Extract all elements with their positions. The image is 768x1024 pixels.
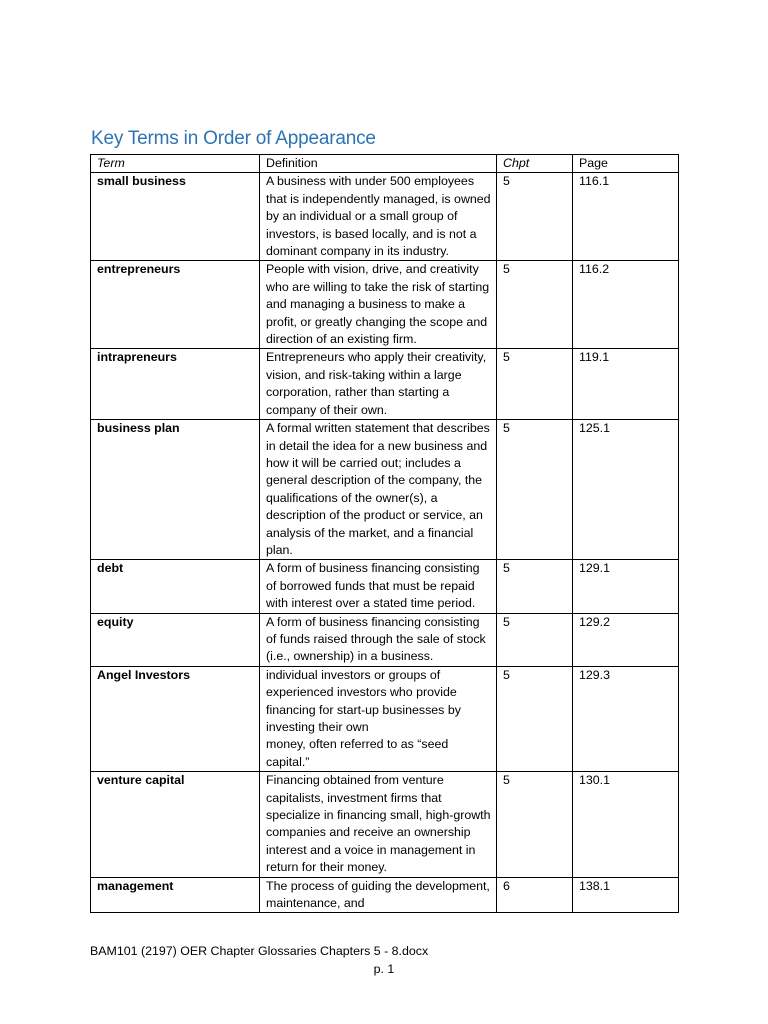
- footer-filename: BAM101 (2197) OER Chapter Glossaries Chapters 5 - 8.docx: [90, 944, 429, 958]
- term-cell: small business: [91, 173, 260, 261]
- column-header-page: Page: [573, 155, 679, 173]
- definition-cell: Financing obtained from venture capitalists, investment firms that specialize in financing small, high-growth companies and receive an ownership interest and a voice in management in return for their money.: [260, 772, 497, 877]
- page-cell: 119.1: [573, 349, 679, 420]
- table-row: [91, 877, 679, 913]
- chpt-cell: 5: [497, 666, 573, 771]
- definition-cell: A formal written statement that describes in detail the idea for a new business and how it will be carried out; includes a general description of the company, the qualifications of the owner(s), a description of the product or service, an analysis of the market, and a financial plan.: [260, 420, 497, 560]
- page-cell: 130.1: [573, 772, 679, 877]
- definition-cell: People with vision, drive, and creativity who are willing to take the risk of starting and managing a business to make a profit, or greatly changing the scope and direction of an existing firm.: [260, 261, 497, 349]
- chpt-cell: 5: [497, 613, 573, 666]
- term-cell: entrepreneurs: [91, 261, 260, 349]
- chpt-cell: 5: [497, 261, 573, 349]
- page-cell: 116.2: [573, 261, 679, 349]
- table-row: [91, 420, 679, 560]
- definition-cell: Entrepreneurs who apply their creativity, vision, and risk-taking within a large corporation, rather than starting a company of their own.: [260, 349, 497, 420]
- term-cell: debt: [91, 560, 260, 613]
- chpt-cell: 5: [497, 560, 573, 613]
- chpt-cell: 5: [497, 349, 573, 420]
- table-row: [91, 666, 679, 771]
- table-row: [91, 349, 679, 420]
- term-cell: venture capital: [91, 772, 260, 877]
- table-row: [91, 560, 679, 613]
- table-row: [91, 772, 679, 877]
- definition-cell: individual investors or groups of experienced investors who provide financing for start-up businesses by investing their own money, often referred to as “seed capital.”: [260, 666, 497, 771]
- chpt-cell: 5: [497, 772, 573, 877]
- column-header-chpt: Chpt: [497, 155, 573, 173]
- column-header-term: Term: [91, 155, 260, 173]
- definition-cell: A form of business financing consisting of borrowed funds that must be repaid with interest over a stated time period.: [260, 560, 497, 613]
- definition-cell: The process of guiding the development, maintenance, and: [260, 877, 497, 913]
- glossary-table: [90, 154, 679, 913]
- term-cell: business plan: [91, 420, 260, 560]
- page-cell: 138.1: [573, 877, 679, 913]
- page-heading: Key Terms in Order of Appearance: [91, 128, 376, 149]
- term-cell: equity: [91, 613, 260, 666]
- column-header-definition: Definition: [260, 155, 497, 173]
- footer-page-number: p. 1: [373, 962, 395, 976]
- page-cell: 116.1: [573, 173, 679, 261]
- term-cell: management: [91, 877, 260, 913]
- table-row: [91, 173, 679, 261]
- page-cell: 129.3: [573, 666, 679, 771]
- definition-cell: A form of business financing consisting of funds raised through the sale of stock (i.e., ownership) in a business.: [260, 613, 497, 666]
- definition-cell: A business with under 500 employees that is independently managed, is owned by an individual or a small group of investors, is based locally, and is not a dominant company in its industry.: [260, 173, 497, 261]
- page-cell: 125.1: [573, 420, 679, 560]
- chpt-cell: 6: [497, 877, 573, 913]
- term-cell: intrapreneurs: [91, 349, 260, 420]
- page-cell: 129.1: [573, 560, 679, 613]
- table-row: [91, 613, 679, 666]
- term-cell: Angel Investors: [91, 666, 260, 771]
- page-cell: 129.2: [573, 613, 679, 666]
- chpt-cell: 5: [497, 420, 573, 560]
- chpt-cell: 5: [497, 173, 573, 261]
- table-row: [91, 261, 679, 349]
- table-header-row: [91, 155, 679, 173]
